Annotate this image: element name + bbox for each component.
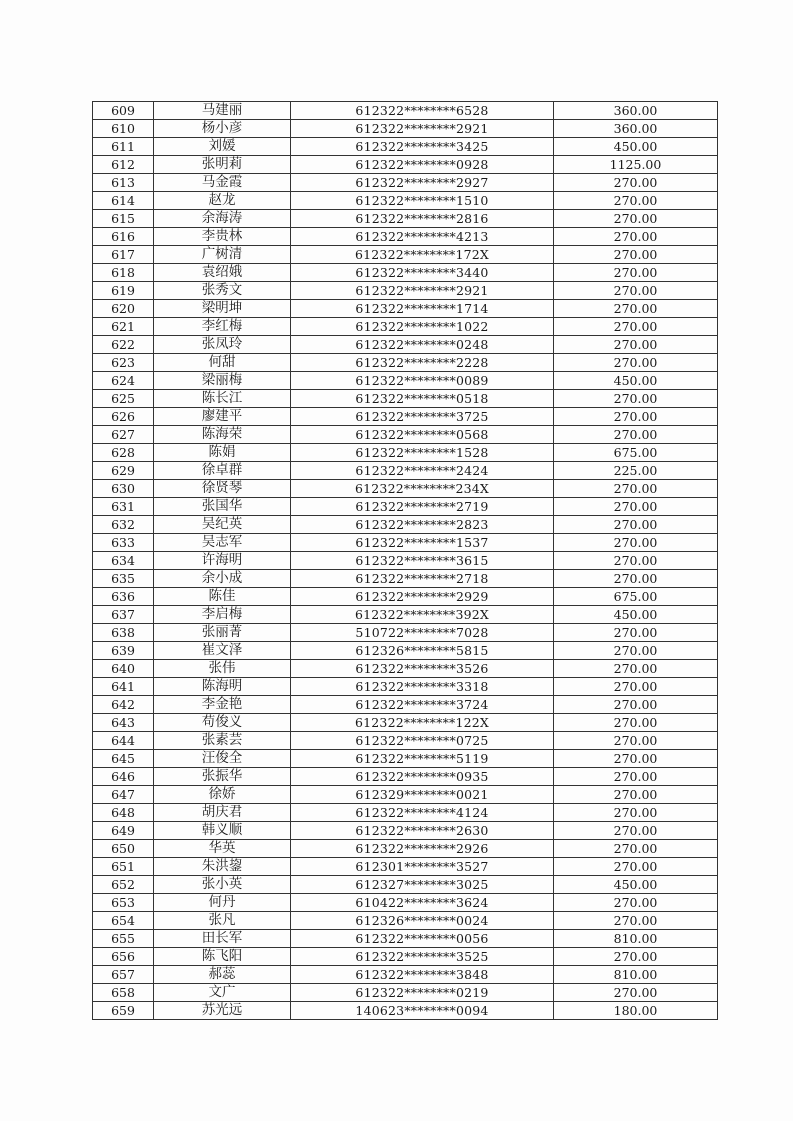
table-row bbox=[93, 336, 718, 354]
id-number-cell: 612322********2719 bbox=[291, 498, 554, 516]
row-number-cell: 618 bbox=[93, 264, 154, 282]
row-number-cell: 623 bbox=[93, 354, 154, 372]
table-row bbox=[93, 876, 718, 894]
name-cell: 张小英 bbox=[154, 876, 291, 894]
name-cell: 崔文泽 bbox=[154, 642, 291, 660]
amount-cell: 270.00 bbox=[554, 894, 718, 912]
amount-cell: 270.00 bbox=[554, 804, 718, 822]
table-row bbox=[93, 570, 718, 588]
table-row bbox=[93, 966, 718, 984]
name-cell: 何甜 bbox=[154, 354, 291, 372]
id-number-cell: 612326********5815 bbox=[291, 642, 554, 660]
id-number-cell: 612322********392X bbox=[291, 606, 554, 624]
table-row bbox=[93, 894, 718, 912]
amount-cell: 270.00 bbox=[554, 678, 718, 696]
amount-cell: 270.00 bbox=[554, 516, 718, 534]
id-number-cell: 612322********3526 bbox=[291, 660, 554, 678]
amount-cell: 270.00 bbox=[554, 912, 718, 930]
amount-cell: 810.00 bbox=[554, 930, 718, 948]
id-number-cell: 612322********0518 bbox=[291, 390, 554, 408]
name-cell: 廖建平 bbox=[154, 408, 291, 426]
id-number-cell: 140623********0094 bbox=[291, 1002, 554, 1020]
row-number-cell: 620 bbox=[93, 300, 154, 318]
id-number-cell: 612322********2424 bbox=[291, 462, 554, 480]
name-cell: 李启梅 bbox=[154, 606, 291, 624]
table-row bbox=[93, 588, 718, 606]
table-row bbox=[93, 732, 718, 750]
amount-cell: 270.00 bbox=[554, 768, 718, 786]
id-number-cell: 612322********2921 bbox=[291, 120, 554, 138]
amount-cell: 450.00 bbox=[554, 138, 718, 156]
amount-cell: 270.00 bbox=[554, 480, 718, 498]
id-number-cell: 612322********1537 bbox=[291, 534, 554, 552]
name-cell: 朱洪鋆 bbox=[154, 858, 291, 876]
amount-cell: 270.00 bbox=[554, 246, 718, 264]
table-row bbox=[93, 192, 718, 210]
table-row bbox=[93, 516, 718, 534]
row-number-cell: 651 bbox=[93, 858, 154, 876]
row-number-cell: 615 bbox=[93, 210, 154, 228]
amount-cell: 270.00 bbox=[554, 390, 718, 408]
name-cell: 陈娟 bbox=[154, 444, 291, 462]
table-row bbox=[93, 174, 718, 192]
row-number-cell: 614 bbox=[93, 192, 154, 210]
amount-cell: 810.00 bbox=[554, 966, 718, 984]
name-cell: 陈佳 bbox=[154, 588, 291, 606]
table-row bbox=[93, 138, 718, 156]
id-number-cell: 612322********0089 bbox=[291, 372, 554, 390]
name-cell: 苏光远 bbox=[154, 1002, 291, 1020]
amount-cell: 270.00 bbox=[554, 354, 718, 372]
id-number-cell: 612322********4213 bbox=[291, 228, 554, 246]
amount-cell: 270.00 bbox=[554, 840, 718, 858]
id-number-cell: 612322********2929 bbox=[291, 588, 554, 606]
id-number-cell: 612322********0935 bbox=[291, 768, 554, 786]
name-cell: 袁绍娥 bbox=[154, 264, 291, 282]
table-row bbox=[93, 246, 718, 264]
table-row bbox=[93, 264, 718, 282]
id-number-cell: 612326********0024 bbox=[291, 912, 554, 930]
table-row bbox=[93, 210, 718, 228]
name-cell: 余小成 bbox=[154, 570, 291, 588]
amount-cell: 270.00 bbox=[554, 948, 718, 966]
amount-cell: 270.00 bbox=[554, 300, 718, 318]
row-number-cell: 611 bbox=[93, 138, 154, 156]
id-number-cell: 612322********0248 bbox=[291, 336, 554, 354]
name-cell: 田长军 bbox=[154, 930, 291, 948]
amount-cell: 360.00 bbox=[554, 102, 718, 120]
table-row bbox=[93, 444, 718, 462]
amount-cell: 675.00 bbox=[554, 588, 718, 606]
name-cell: 吴志军 bbox=[154, 534, 291, 552]
name-cell: 胡庆君 bbox=[154, 804, 291, 822]
table-row bbox=[93, 606, 718, 624]
amount-cell: 270.00 bbox=[554, 228, 718, 246]
name-cell: 赵龙 bbox=[154, 192, 291, 210]
name-cell: 刘媛 bbox=[154, 138, 291, 156]
row-number-cell: 655 bbox=[93, 930, 154, 948]
name-cell: 张凡 bbox=[154, 912, 291, 930]
amount-cell: 225.00 bbox=[554, 462, 718, 480]
row-number-cell: 610 bbox=[93, 120, 154, 138]
name-cell: 何丹 bbox=[154, 894, 291, 912]
table-row bbox=[93, 426, 718, 444]
table-row bbox=[93, 768, 718, 786]
id-number-cell: 612322********3440 bbox=[291, 264, 554, 282]
table-row bbox=[93, 534, 718, 552]
name-cell: 张凤玲 bbox=[154, 336, 291, 354]
amount-cell: 270.00 bbox=[554, 660, 718, 678]
id-number-cell: 612322********3848 bbox=[291, 966, 554, 984]
table-row bbox=[93, 714, 718, 732]
id-number-cell: 612322********3724 bbox=[291, 696, 554, 714]
table-row bbox=[93, 660, 718, 678]
id-number-cell: 612329********0021 bbox=[291, 786, 554, 804]
row-number-cell: 637 bbox=[93, 606, 154, 624]
table-row bbox=[93, 372, 718, 390]
amount-cell: 270.00 bbox=[554, 210, 718, 228]
table-row bbox=[93, 804, 718, 822]
table-row bbox=[93, 480, 718, 498]
id-number-cell: 612322********0928 bbox=[291, 156, 554, 174]
name-cell: 梁明坤 bbox=[154, 300, 291, 318]
name-cell: 吴纪英 bbox=[154, 516, 291, 534]
id-number-cell: 612322********3318 bbox=[291, 678, 554, 696]
id-number-cell: 612322********4124 bbox=[291, 804, 554, 822]
name-cell: 余海涛 bbox=[154, 210, 291, 228]
name-cell: 徐贤琴 bbox=[154, 480, 291, 498]
amount-cell: 270.00 bbox=[554, 426, 718, 444]
name-cell: 徐娇 bbox=[154, 786, 291, 804]
row-number-cell: 649 bbox=[93, 822, 154, 840]
table-row bbox=[93, 912, 718, 930]
row-number-cell: 644 bbox=[93, 732, 154, 750]
table-row bbox=[93, 228, 718, 246]
id-number-cell: 612322********2921 bbox=[291, 282, 554, 300]
name-cell: 马金霞 bbox=[154, 174, 291, 192]
row-number-cell: 622 bbox=[93, 336, 154, 354]
amount-cell: 270.00 bbox=[554, 714, 718, 732]
row-number-cell: 648 bbox=[93, 804, 154, 822]
table-row bbox=[93, 462, 718, 480]
table-row bbox=[93, 624, 718, 642]
row-number-cell: 659 bbox=[93, 1002, 154, 1020]
row-number-cell: 613 bbox=[93, 174, 154, 192]
row-number-cell: 640 bbox=[93, 660, 154, 678]
amount-cell: 270.00 bbox=[554, 858, 718, 876]
roster-table-body bbox=[93, 102, 718, 1020]
amount-cell: 270.00 bbox=[554, 822, 718, 840]
id-number-cell: 510722********7028 bbox=[291, 624, 554, 642]
table-row bbox=[93, 786, 718, 804]
id-number-cell: 612322********2816 bbox=[291, 210, 554, 228]
row-number-cell: 634 bbox=[93, 552, 154, 570]
table-row bbox=[93, 390, 718, 408]
table-row bbox=[93, 858, 718, 876]
row-number-cell: 641 bbox=[93, 678, 154, 696]
amount-cell: 450.00 bbox=[554, 372, 718, 390]
id-number-cell: 612322********2927 bbox=[291, 174, 554, 192]
table-row bbox=[93, 822, 718, 840]
name-cell: 陈海明 bbox=[154, 678, 291, 696]
name-cell: 陈长江 bbox=[154, 390, 291, 408]
table-row bbox=[93, 930, 718, 948]
table-row bbox=[93, 102, 718, 120]
row-number-cell: 629 bbox=[93, 462, 154, 480]
name-cell: 李贵林 bbox=[154, 228, 291, 246]
id-number-cell: 612322********3615 bbox=[291, 552, 554, 570]
amount-cell: 270.00 bbox=[554, 696, 718, 714]
amount-cell: 270.00 bbox=[554, 318, 718, 336]
name-cell: 梁丽梅 bbox=[154, 372, 291, 390]
row-number-cell: 631 bbox=[93, 498, 154, 516]
amount-cell: 270.00 bbox=[554, 192, 718, 210]
amount-cell: 1125.00 bbox=[554, 156, 718, 174]
table-row bbox=[93, 642, 718, 660]
row-number-cell: 645 bbox=[93, 750, 154, 768]
row-number-cell: 654 bbox=[93, 912, 154, 930]
name-cell: 文广 bbox=[154, 984, 291, 1002]
row-number-cell: 635 bbox=[93, 570, 154, 588]
table-row bbox=[93, 552, 718, 570]
table-row bbox=[93, 156, 718, 174]
table-row bbox=[93, 678, 718, 696]
name-cell: 汪俊全 bbox=[154, 750, 291, 768]
id-number-cell: 612322********6528 bbox=[291, 102, 554, 120]
table-row bbox=[93, 354, 718, 372]
table-row bbox=[93, 318, 718, 336]
name-cell: 陈飞阳 bbox=[154, 948, 291, 966]
row-number-cell: 657 bbox=[93, 966, 154, 984]
row-number-cell: 630 bbox=[93, 480, 154, 498]
amount-cell: 450.00 bbox=[554, 876, 718, 894]
row-number-cell: 628 bbox=[93, 444, 154, 462]
row-number-cell: 636 bbox=[93, 588, 154, 606]
amount-cell: 270.00 bbox=[554, 408, 718, 426]
name-cell: 张丽菁 bbox=[154, 624, 291, 642]
row-number-cell: 638 bbox=[93, 624, 154, 642]
name-cell: 李红梅 bbox=[154, 318, 291, 336]
row-number-cell: 625 bbox=[93, 390, 154, 408]
row-number-cell: 626 bbox=[93, 408, 154, 426]
row-number-cell: 609 bbox=[93, 102, 154, 120]
row-number-cell: 632 bbox=[93, 516, 154, 534]
row-number-cell: 616 bbox=[93, 228, 154, 246]
amount-cell: 270.00 bbox=[554, 750, 718, 768]
amount-cell: 270.00 bbox=[554, 174, 718, 192]
id-number-cell: 612322********2718 bbox=[291, 570, 554, 588]
id-number-cell: 612322********2926 bbox=[291, 840, 554, 858]
id-number-cell: 612322********2823 bbox=[291, 516, 554, 534]
row-number-cell: 653 bbox=[93, 894, 154, 912]
row-number-cell: 639 bbox=[93, 642, 154, 660]
id-number-cell: 612322********3525 bbox=[291, 948, 554, 966]
name-cell: 张国华 bbox=[154, 498, 291, 516]
name-cell: 韩义顺 bbox=[154, 822, 291, 840]
row-number-cell: 646 bbox=[93, 768, 154, 786]
table-row bbox=[93, 282, 718, 300]
amount-cell: 270.00 bbox=[554, 498, 718, 516]
id-number-cell: 610422********3624 bbox=[291, 894, 554, 912]
row-number-cell: 643 bbox=[93, 714, 154, 732]
id-number-cell: 612322********0568 bbox=[291, 426, 554, 444]
name-cell: 马建丽 bbox=[154, 102, 291, 120]
name-cell: 张素芸 bbox=[154, 732, 291, 750]
row-number-cell: 658 bbox=[93, 984, 154, 1002]
row-number-cell: 624 bbox=[93, 372, 154, 390]
table-row bbox=[93, 408, 718, 426]
row-number-cell: 642 bbox=[93, 696, 154, 714]
id-number-cell: 612322********122X bbox=[291, 714, 554, 732]
id-number-cell: 612322********2630 bbox=[291, 822, 554, 840]
row-number-cell: 619 bbox=[93, 282, 154, 300]
table-row bbox=[93, 1002, 718, 1020]
amount-cell: 270.00 bbox=[554, 264, 718, 282]
name-cell: 徐卓群 bbox=[154, 462, 291, 480]
table-row bbox=[93, 120, 718, 138]
amount-cell: 180.00 bbox=[554, 1002, 718, 1020]
roster-table bbox=[92, 101, 718, 1020]
table-row bbox=[93, 750, 718, 768]
amount-cell: 675.00 bbox=[554, 444, 718, 462]
name-cell: 许海明 bbox=[154, 552, 291, 570]
row-number-cell: 647 bbox=[93, 786, 154, 804]
amount-cell: 270.00 bbox=[554, 282, 718, 300]
id-number-cell: 612322********3725 bbox=[291, 408, 554, 426]
name-cell: 郝蕊 bbox=[154, 966, 291, 984]
id-number-cell: 612322********1510 bbox=[291, 192, 554, 210]
id-number-cell: 612322********172X bbox=[291, 246, 554, 264]
row-number-cell: 612 bbox=[93, 156, 154, 174]
table-row bbox=[93, 300, 718, 318]
id-number-cell: 612322********1022 bbox=[291, 318, 554, 336]
name-cell: 华英 bbox=[154, 840, 291, 858]
id-number-cell: 612322********0056 bbox=[291, 930, 554, 948]
id-number-cell: 612322********0725 bbox=[291, 732, 554, 750]
name-cell: 李金艳 bbox=[154, 696, 291, 714]
amount-cell: 270.00 bbox=[554, 336, 718, 354]
id-number-cell: 612327********3025 bbox=[291, 876, 554, 894]
name-cell: 广树清 bbox=[154, 246, 291, 264]
id-number-cell: 612301********3527 bbox=[291, 858, 554, 876]
name-cell: 杨小彦 bbox=[154, 120, 291, 138]
table-row bbox=[93, 840, 718, 858]
table-row bbox=[93, 948, 718, 966]
amount-cell: 270.00 bbox=[554, 732, 718, 750]
amount-cell: 270.00 bbox=[554, 570, 718, 588]
id-number-cell: 612322********5119 bbox=[291, 750, 554, 768]
amount-cell: 270.00 bbox=[554, 642, 718, 660]
name-cell: 苟俊义 bbox=[154, 714, 291, 732]
amount-cell: 270.00 bbox=[554, 552, 718, 570]
table-row bbox=[93, 984, 718, 1002]
id-number-cell: 612322********1714 bbox=[291, 300, 554, 318]
name-cell: 陈海荣 bbox=[154, 426, 291, 444]
amount-cell: 270.00 bbox=[554, 624, 718, 642]
name-cell: 张振华 bbox=[154, 768, 291, 786]
amount-cell: 270.00 bbox=[554, 534, 718, 552]
amount-cell: 360.00 bbox=[554, 120, 718, 138]
row-number-cell: 652 bbox=[93, 876, 154, 894]
id-number-cell: 612322********234X bbox=[291, 480, 554, 498]
amount-cell: 270.00 bbox=[554, 984, 718, 1002]
id-number-cell: 612322********3425 bbox=[291, 138, 554, 156]
table-row bbox=[93, 696, 718, 714]
row-number-cell: 650 bbox=[93, 840, 154, 858]
row-number-cell: 627 bbox=[93, 426, 154, 444]
row-number-cell: 656 bbox=[93, 948, 154, 966]
row-number-cell: 633 bbox=[93, 534, 154, 552]
id-number-cell: 612322********1528 bbox=[291, 444, 554, 462]
amount-cell: 450.00 bbox=[554, 606, 718, 624]
row-number-cell: 621 bbox=[93, 318, 154, 336]
id-number-cell: 612322********0219 bbox=[291, 984, 554, 1002]
amount-cell: 270.00 bbox=[554, 786, 718, 804]
table-row bbox=[93, 498, 718, 516]
id-number-cell: 612322********2228 bbox=[291, 354, 554, 372]
row-number-cell: 617 bbox=[93, 246, 154, 264]
name-cell: 张伟 bbox=[154, 660, 291, 678]
name-cell: 张明莉 bbox=[154, 156, 291, 174]
name-cell: 张秀文 bbox=[154, 282, 291, 300]
